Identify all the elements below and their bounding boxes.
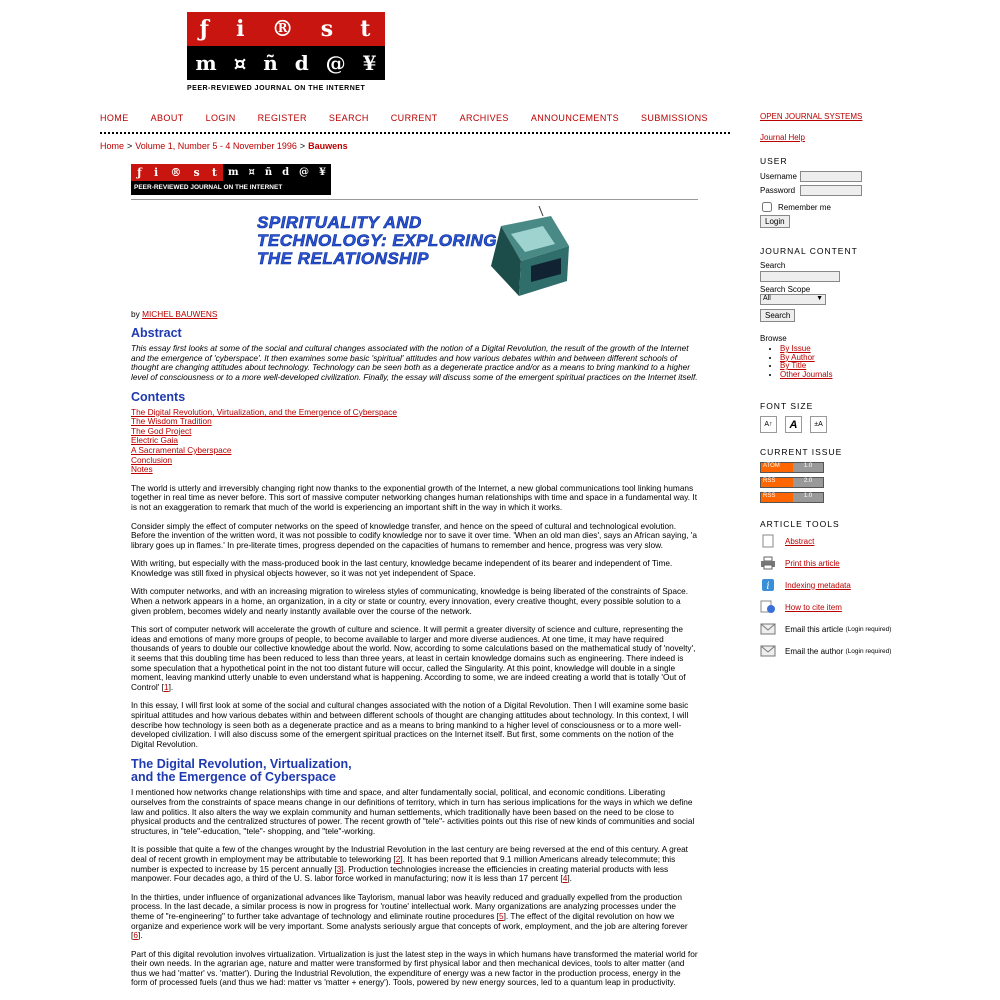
remember-row (760, 202, 980, 212)
contents-heading: Contents (131, 389, 186, 404)
footnote-link[interactable]: 1 (163, 681, 169, 692)
contents-list (131, 408, 698, 475)
browse-list (760, 345, 980, 379)
browse-other-journals[interactable]: Other Journals (780, 369, 833, 379)
contents-link[interactable]: Notes (131, 464, 153, 475)
breadcrumb-separator: > (299, 141, 306, 151)
search-label: Search (760, 261, 786, 270)
password-label: Password (760, 186, 796, 195)
list-item (780, 354, 980, 363)
contents-link[interactable]: The Wisdom Tradition (131, 416, 212, 427)
printer-icon (760, 556, 776, 570)
font-size-title: FONT SIZE (760, 401, 814, 411)
ojs-link[interactable]: OPEN JOURNAL SYSTEMS (760, 112, 863, 121)
paragraph: Consider simply the effect of computer networks on the speed of knowledge transfer, and hence on the speed of cultural and technological evolution. Before the invention of the written word, it was not possible to codify knowledge nor to save it over time. 'When an old man dies', says an African saying, 'a library goes up in flames.' In pre-literate times, progress depended on the capacities of humans to remember and hence, progress was very slow. (131, 520, 698, 550)
font-small-icon[interactable]: A↑ (760, 416, 777, 433)
document-icon (760, 534, 776, 548)
feed-version: 2.0 (793, 478, 823, 487)
paragraph-text: . The effect of the digital revolution on how we organize and experience work will be very important. Some analysts seriously argue that concepts of work, employment, and the job are altering forever (131, 910, 688, 931)
chevron-down-icon: ▼ (816, 295, 823, 302)
logo-glyph: t (211, 165, 217, 179)
footnote-link[interactable]: 4 (562, 873, 568, 884)
font-default-icon[interactable]: A (785, 416, 802, 433)
article-body (131, 164, 698, 997)
search-input[interactable] (760, 271, 840, 282)
paragraph: Part of this digital revolution involves virtualization. Virtualization is just the latest step in the ways in which humans have transformed the material world for their own needs. In the agrarian age, nature and matter were transformed by first physical labor and then mechanical devices, tools to alter matter (and thus we had 'matter' vs. 'matter'). During the Industrial Revolution, the expenditure of energy was a new factor in the production process, energy in the form of processed fuels (and thus we had: matter vs 'matter + energy'). Tools, powered by new energy sources, led to a quantum leap in productivity. (131, 948, 698, 988)
username-row (760, 171, 980, 182)
remember-checkbox[interactable] (762, 202, 772, 212)
logo-glyph: s (193, 165, 200, 179)
breadcrumb (100, 141, 348, 151)
nav-register[interactable]: REGISTER (257, 113, 307, 123)
tool-email-author[interactable] (760, 644, 980, 658)
logo-row-first (187, 12, 385, 46)
tool-abstract[interactable] (760, 534, 980, 548)
breadcrumb-issue[interactable]: Volume 1, Number 5 - 4 November 1996 (135, 141, 297, 151)
paragraph: I mentioned how networks change relationships with time and space, and alter fundamentally social, political, and economic conditions. Liberating ourselves from the constraints of space means change in our definitions of territory, which in turn has serious implications for the ways in which we define law and politics. It also alters the way we explain community and human settlements, which traditionally have been based on the need to be close to physical products and the centralized structures of power. The recent growth of "tele"- activities points out this rise of new kinds of communities and social structures, in "tele"-education, "tele"- shopping, and "tele"-working. (131, 787, 695, 836)
browse-by-title[interactable]: By Title (780, 361, 807, 370)
logo-glyph: ¥ (362, 51, 377, 75)
logo-glyph: @ (299, 166, 310, 178)
paragraph-text: . It has been reported that 9.1 million Americans already telecommute; this number is expected to increase by 15 percent annually (131, 853, 676, 874)
banner-title (257, 214, 497, 268)
tool-link[interactable]: Print this article (785, 558, 840, 568)
feed-version: 1.0 (793, 493, 823, 502)
browse-label: Browse (760, 334, 787, 343)
paragraph: With writing, but especially with the mass-produced book in the last century, knowledge became independent of its bearer and independent of Time. Knowledge was still fixed in physical objects however, so it was not yet independent of Space. (131, 558, 673, 578)
article-logo-caption: PEER-REVIEWED JOURNAL ON THE INTERNET (131, 181, 331, 195)
computer-illustration-icon (481, 206, 571, 301)
section-heading (131, 758, 698, 784)
nav-announcements[interactable]: ANNOUNCEMENTS (530, 113, 620, 123)
paragraph: With computer networks, and with an increasing migration to wireless styles of communicating, knowledge is being liberated of the constraints of Space. When a network appears in a home, an organization, in a city or state or country, every innovation, every creative thought, every possible solution to a given problem, becomes widely and nearly instantly available over the course of the network. (131, 586, 689, 616)
logo-glyph: ƒ (137, 165, 142, 179)
logo-glyph: d (294, 51, 309, 75)
logo-row-monday (187, 46, 385, 80)
banner-title-line: SPIRITUALITY AND (257, 212, 422, 232)
paragraph-text: In the thirties, under influence of organizational advances like Taylorism, manual labor was heavily reduced and gradually expelled from the production process. In the last decade, a similar process is now in progress for 'routine' intellectual work. Many organizations are analyzing processes under the theme of "re-engineering" to further take advantage of technology and eliminate routine procedures (131, 891, 682, 921)
banner-title-line: TECHNOLOGY: EXPLORING (257, 230, 498, 250)
logo-glyph: ¤ (233, 51, 247, 75)
breadcrumb-home[interactable]: Home (100, 141, 125, 151)
byline-prefix: by (131, 308, 140, 319)
journal-logo[interactable] (187, 12, 385, 92)
envelope-icon (760, 644, 776, 658)
login-button[interactable]: Login (760, 215, 790, 228)
nav-search[interactable]: SEARCH (328, 113, 369, 123)
list-item (780, 371, 980, 380)
feed-type: RSS (761, 478, 793, 487)
logo-glyph: i (153, 165, 159, 179)
logo-glyph: s (320, 16, 336, 42)
login-required-note: (Login required) (845, 647, 892, 655)
logo-glyph: t (360, 16, 373, 42)
logo-glyph: ¤ (248, 166, 255, 178)
nav-archives[interactable]: ARCHIVES (459, 113, 509, 123)
paragraph-text: It is possible that quite a few of the changes wrought by the Industrial Revolution in the last century are being reversed at the end of this century. A great deal of recent growth in employment may be attributable to teleworking (131, 844, 688, 864)
nav-home[interactable]: HOME (100, 113, 129, 123)
sidebar (760, 112, 980, 666)
search-button[interactable]: Search (760, 309, 795, 322)
paragraph: In the thirties, under influence of organizational advances like Taylorism, manual labor was heavily reduced and gradually expelled from the production process. In the last decade, a similar process is now in progress for 'routine' intellectual work. Many organizations are analyzing processes under the theme of "re-engineering" to further take advantage of technology and eliminate routine procedures [5]. The effect of the digital revolution on how we organize and experience work will be very important. Some analysts seriously argue that concepts of work, employment, and the job are altering forever [6]. (131, 891, 688, 941)
contents-link[interactable]: The God Project (131, 425, 192, 436)
atom-feed-button[interactable] (760, 462, 824, 473)
info-icon (760, 578, 776, 592)
logo-caption: PEER-REVIEWED JOURNAL ON THE INTERNET (187, 85, 366, 92)
rss2-feed-button[interactable] (760, 477, 824, 488)
section-heading-line: and the Emergence of Cyberspace (131, 770, 336, 785)
browse-by-issue[interactable]: By Issue (780, 344, 811, 353)
scope-label: Search Scope (760, 285, 811, 294)
cite-icon (760, 600, 776, 614)
browse-by-author[interactable]: By Author (780, 352, 815, 362)
banner-title-line: THE RELATIONSHIP (257, 248, 430, 268)
contents-link[interactable]: Conclusion (131, 454, 173, 465)
article-banner (131, 206, 698, 302)
contents-link[interactable]: A Sacramental Cyberspace (131, 444, 232, 455)
scope-selected: All (763, 295, 771, 302)
feed-type: RSS (761, 493, 793, 502)
font-size-controls (760, 416, 980, 433)
tool-print[interactable] (760, 556, 980, 570)
logo-glyph: ñ (263, 51, 278, 75)
journal-help-link[interactable]: Journal Help (760, 133, 805, 142)
contents-link[interactable]: Electric Gaia (131, 435, 179, 446)
tool-indexing[interactable] (760, 578, 980, 592)
svg-text:i: i (766, 581, 770, 592)
rss1-feed-button[interactable] (760, 492, 824, 503)
journal-content-title: JOURNAL CONTENT (760, 246, 858, 256)
footnote-link[interactable]: 5 (498, 910, 504, 921)
nav-login[interactable]: LOGIN (205, 113, 236, 123)
paragraph: The world is utterly and irreversibly changing right now thanks to the exponential growth of the Internet, a new global communications tool linking humans together in real time as never before. This sort of massive computer networking changes human relationships with time and space in a fundamental way. It is not an exaggeration to remark that much of the world is experiencing an important shift in the way in which it works. (131, 482, 698, 512)
username-label: Username (760, 172, 797, 181)
tool-label: Email this article (785, 624, 844, 634)
logo-glyph: ® (170, 165, 182, 179)
nav-submissions[interactable]: SUBMISSIONS (641, 113, 708, 123)
font-large-icon[interactable]: ±A (810, 416, 827, 433)
main-nav (100, 113, 730, 134)
logo-glyph: m (195, 51, 217, 75)
scope-select[interactable] (760, 294, 826, 305)
logo-glyph: ¥ (318, 166, 326, 178)
tool-cite[interactable] (760, 600, 980, 614)
abstract-text: This essay first looks at some of the social and cultural changes associated with the notion of a Digital Revolution, the result of the growth of the Internet and the emergence of 'cyberspace'. It then examines some basic 'spiritual' attitudes and how various debates within and between different schools of thought are changing attitudes about technology. Technology can be seen both as a degenerate practice and/or as a means to bring mankind to a higher level of consciousness or to a more well-developed civilization. Finally, the essay will discuss some of the emergent spiritual practices on the Internet itself. (131, 343, 698, 382)
logo-glyph: i (236, 16, 247, 42)
tool-link[interactable]: Indexing metadata (785, 580, 851, 590)
article-tools-title: ARTICLE TOOLS (760, 519, 840, 529)
abstract-heading: Abstract (131, 326, 182, 341)
paragraph: It is possible that quite a few of the changes wrought by the Industrial Revolution in the last century are being reversed at the end of this century. A great deal of recent growth in employment may be attributable to teleworking [2]. It has been reported that 9.1 million Americans already telecommute; this number is expected to increase by 15 percent annually [3]. Production technologies increase the efficiencies in creating material products with less manpower. Four decades ago, a third of the U. S. labor force worked in manufacturing; now it is less than 17 percent [4]. (131, 844, 688, 884)
password-input[interactable] (800, 185, 862, 196)
footnote-link[interactable]: 2 (395, 853, 401, 864)
login-required-note: (Login required) (845, 625, 892, 633)
username-input[interactable] (800, 171, 862, 182)
paragraph-text: This sort of computer network will accelerate the growth of culture and science. It will permit a greater diversity of science and culture, representing the ideas and emotions of many more groups of people, to become available to larger and more diverse audiences. At one time, it may have required thousands of years to double our collective knowledge about the world. Now, according to some calculations based on the mathematical study of 'novelty', it seems that this doubling time has been reduced to less than three years, at least in certain knowledge domains such as engineering. There indeed is some speculation that a hypothetical point in the not too distant future will occur, called the Singularity. At this point, knowledge will double in a single moment, leaving mankind utterly unable to even understand what is happening. According to some, we are indeed creating a world that is totally 'Out of Control' (131, 624, 696, 692)
tool-link[interactable]: Abstract (785, 536, 815, 546)
nav-about[interactable]: ABOUT (150, 113, 184, 123)
current-issue-title: CURRENT ISSUE (760, 447, 843, 457)
paragraph-text: . Production technologies increase the efficiencies in creating material products with less manpower. Four decades ago, a third of the U. S. labor force worked in manufacturing; now it is less than 17 percent (131, 863, 669, 884)
paragraph: In this essay, I will first look at some of the social and cultural changes associated with the notion of a Digital Revolution. Then I will examine some basic spiritual attitudes and how various debates within and between different schools of thought are changing attitudes about technology. In this context, I will describe how technology is seen both as a degenerate practice and as a means to bring mankind to a higher level of consciousness or to a more well-developed civilization. I will also discuss some of the emergent spiritual practices on the Internet itself. But first, some comments on the notion of the Digital Revolution. (131, 700, 689, 749)
divider (131, 199, 698, 200)
breadcrumb-separator: > (127, 141, 133, 151)
byline (131, 310, 698, 320)
logo-glyph: d (282, 166, 290, 178)
tool-link[interactable]: How to cite item (785, 602, 842, 612)
footnote-link[interactable]: 3 (336, 863, 342, 874)
user-block-title: USER (760, 156, 788, 166)
paragraph: This sort of computer network will accelerate the growth of culture and science. It will permit a greater diversity of science and culture, representing the ideas and emotions of many more groups of people, to become available to larger and more diverse audiences. At one time, it may have required thousands of years to double our collective knowledge about the world. Now, according to some calculations based on the mathematical study of 'novelty', it seems that this doubling time has been reduced to less than three years, at least in certain knowledge domains such as engineering. There indeed is some speculation that a hypothetical point in the not too distant future will occur, called the Singularity. At this point, knowledge will double in a single moment, leaving mankind utterly unable to even understand what is happening. According to some, we are indeed creating a world that is totally 'Out of Control' [1]. (131, 624, 696, 692)
logo-glyph: @ (325, 51, 346, 75)
footnote-link[interactable]: 6 (133, 930, 138, 941)
logo-glyph: ñ (264, 166, 273, 178)
nav-current[interactable]: CURRENT (390, 113, 438, 123)
logo-glyph: ® (271, 16, 296, 42)
author-link[interactable]: MICHEL BAUWENS (142, 308, 218, 319)
remember-label: Remember me (778, 202, 831, 212)
tool-email-article[interactable] (760, 622, 980, 636)
logo-glyph: ƒ (199, 16, 212, 42)
section-heading-line: The Digital Revolution, Virtualization, (131, 757, 352, 772)
feed-type: ATOM (761, 463, 793, 472)
article-logo (131, 164, 331, 181)
contents-link[interactable]: The Digital Revolution, Virtualization, and the Emergence of Cyberspace (131, 406, 397, 417)
breadcrumb-current: Bauwens (308, 141, 348, 151)
envelope-icon (760, 622, 776, 636)
password-row (760, 185, 980, 196)
tool-label: Email the author (785, 646, 844, 656)
feed-version: 1.0 (793, 463, 823, 472)
logo-glyph: m (227, 166, 239, 178)
